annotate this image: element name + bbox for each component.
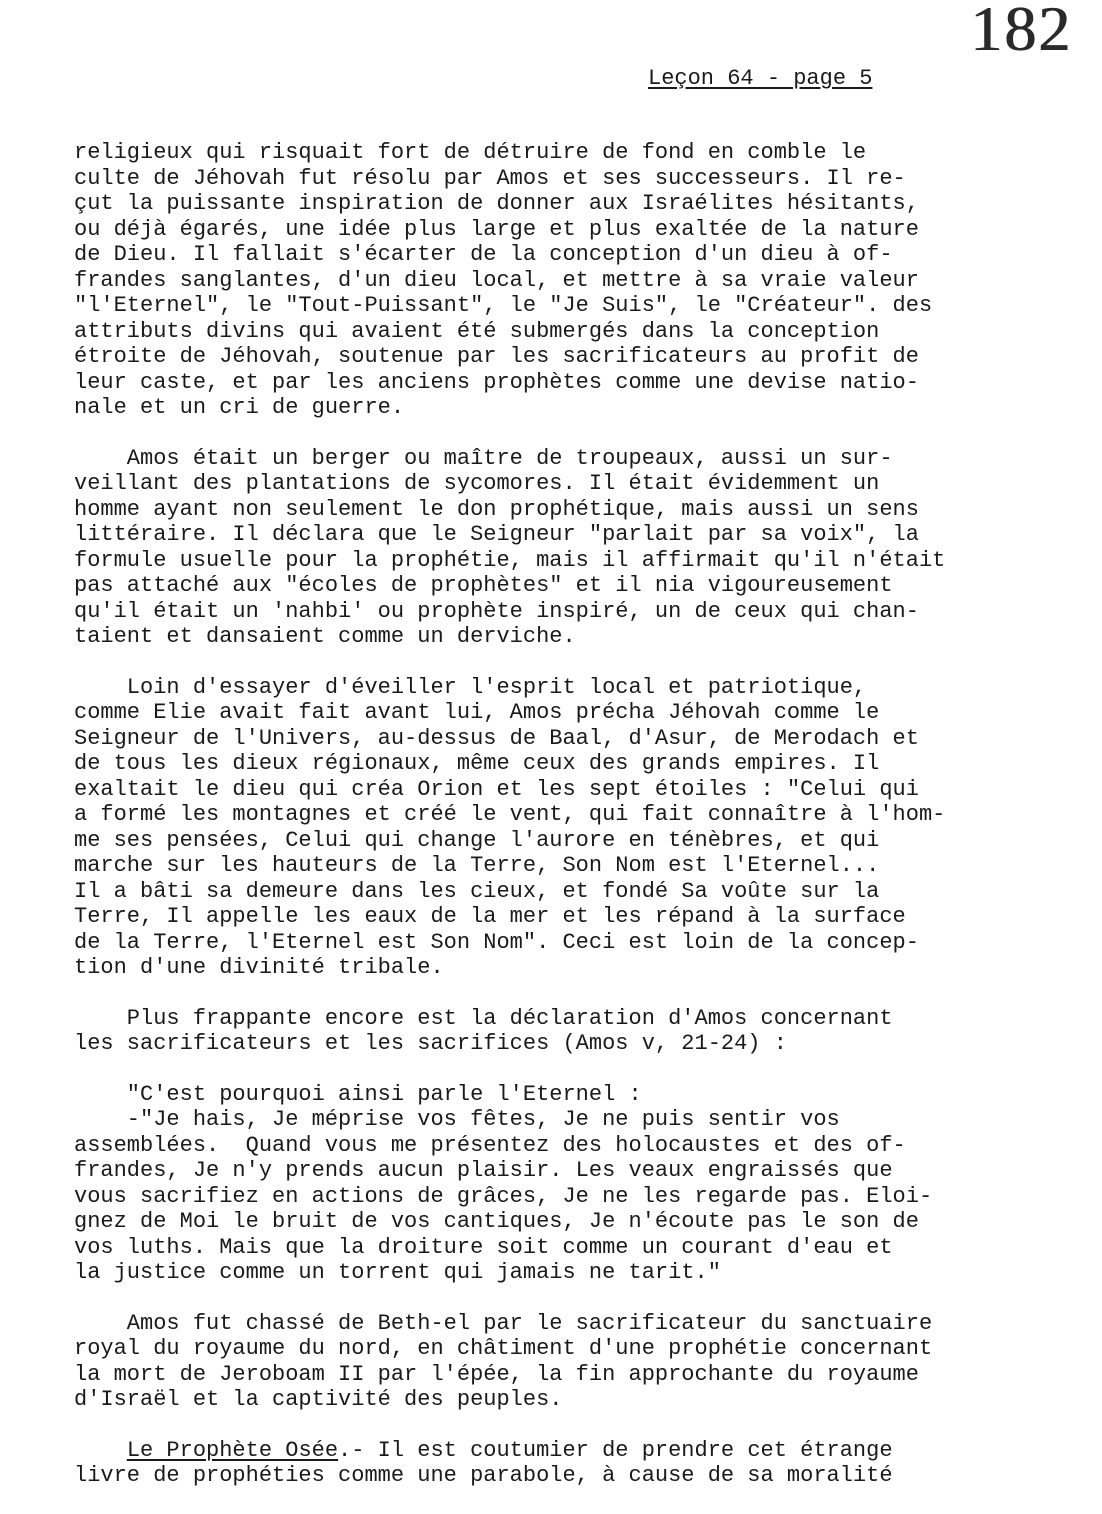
paragraph-2 bbox=[74, 446, 1054, 650]
text-line: Terre, Il appelle les eaux de la mer et les répand à la surface bbox=[74, 904, 906, 929]
text-line: attributs divins qui avaient été submergés dans la conception bbox=[74, 318, 880, 344]
quote-line: assemblées. Quand vous me présentez des holocaustes et des of- bbox=[74, 1132, 906, 1158]
text-line: d'Israël et la captivité des peuples. bbox=[74, 1387, 563, 1412]
text-line: de la Terre, l'Eternel est Son Nom". Ceci est loin de la concep- bbox=[74, 929, 919, 955]
paragraph-4 bbox=[74, 1006, 1054, 1057]
paragraph-osee bbox=[74, 1438, 1054, 1489]
quote-line: "C'est pourquoi ainsi parle l'Eternel : bbox=[74, 1081, 642, 1107]
text-line: tion d'une divinité tribale. bbox=[74, 955, 444, 980]
text-line: culte de Jéhovah fut résolu par Amos et ses successeurs. Il re- bbox=[74, 165, 906, 191]
text-line: exaltait le dieu qui créa Orion et les sept étoiles : "Celui qui bbox=[74, 776, 919, 802]
quote-line: gnez de Moi le bruit de vos cantiques, Je n'écoute pas le son de bbox=[74, 1209, 919, 1234]
text-line: "l'Eternel", le "Tout-Puissant", le "Je Suis", le "Créateur". des bbox=[74, 293, 933, 318]
text-line: a formé les montagnes et créé le vent, qui fait connaître à l'hom- bbox=[74, 802, 946, 827]
text-line: frandes sanglantes, d'un dieu local, et mettre à sa vraie valeur bbox=[74, 267, 919, 293]
quote-line: la justice comme un torrent qui jamais ne tarit." bbox=[74, 1260, 721, 1285]
quote-line: -"Je hais, Je méprise vos fêtes, Je ne puis sentir vos bbox=[74, 1107, 840, 1132]
text-line: royal du royaume du nord, en châtiment d'une prophétie concernant bbox=[74, 1336, 933, 1361]
section-heading: Le Prophète Osée bbox=[126, 1437, 339, 1463]
text-line: leur caste, et par les anciens prophètes comme une devise natio- bbox=[74, 369, 919, 395]
text-line: la mort de Jeroboam II par l'épée, la fin approchante du royaume bbox=[74, 1361, 919, 1387]
text-line: Amos fut chassé de Beth-el par le sacrificateur du sanctuaire bbox=[74, 1310, 933, 1336]
quote-line: vous sacrifiez en actions de grâces, Je ne les regarde pas. Eloi- bbox=[74, 1183, 933, 1209]
text-line: comme Elie avait fait avant lui, Amos précha Jéhovah comme le bbox=[74, 700, 880, 725]
text-line: de Dieu. Il fallait s'écarter de la conception d'un dieu à of- bbox=[74, 242, 893, 267]
text-line: homme ayant non seulement le don prophétique, mais aussi un sens bbox=[74, 496, 919, 522]
text-line: littéraire. Il déclara que le Seigneur "parlait par sa voix", la bbox=[74, 522, 919, 547]
text-line: marche sur les hauteurs de la Terre, Son Nom est l'Eternel... bbox=[74, 853, 880, 878]
text-line: de tous les dieux régionaux, même ceux des grands empires. Il bbox=[74, 751, 880, 776]
text-line: livre de prophéties comme une parabole, à cause de sa moralité bbox=[74, 1463, 893, 1488]
text-line: Loin d'essayer d'éveiller l'esprit local et patriotique, bbox=[74, 674, 867, 700]
paragraph-3 bbox=[74, 675, 1054, 981]
section-indent bbox=[74, 1438, 127, 1463]
paragraph-1 bbox=[74, 140, 1054, 421]
text-line: ou déjà égarés, une idée plus large et plus exaltée de la nature bbox=[74, 216, 919, 242]
text-line: étroite de Jéhovah, soutenue par les sacrificateurs au profit de bbox=[74, 344, 919, 369]
text-line: me ses pensées, Celui qui change l'aurore en ténèbres, et qui bbox=[74, 827, 880, 853]
text-line: Amos était un berger ou maître de troupeaux, aussi un sur- bbox=[74, 445, 893, 471]
quote-line: frandes, Je n'y prends aucun plaisir. Les veaux engraissés que bbox=[74, 1158, 893, 1183]
document-body bbox=[74, 140, 1054, 1514]
bible-quote bbox=[74, 1082, 1054, 1286]
text-line: Seigneur de l'Univers, au-dessus de Baal, d'Asur, de Merodach et bbox=[74, 725, 919, 751]
page-number: 182 bbox=[970, 0, 1072, 64]
section-heading-rest: .- Il est coutumier de prendre cet étrange bbox=[338, 1437, 893, 1463]
paragraph-5 bbox=[74, 1311, 1054, 1413]
text-line: pas attaché aux "écoles de prophètes" et il nia vigoureusement bbox=[74, 573, 893, 598]
text-line: Plus frappante encore est la déclaration d'Amos concernant bbox=[74, 1005, 893, 1031]
text-line: veillant des plantations de sycomores. Il était évidemment un bbox=[74, 471, 880, 496]
text-line: formule usuelle pour la prophétie, mais il affirmait qu'il n'était bbox=[74, 547, 946, 573]
quote-line: vos luths. Mais que la droiture soit comme un courant d'eau et bbox=[74, 1234, 893, 1260]
text-line: çut la puissante inspiration de donner aux Israélites hésitants, bbox=[74, 191, 919, 216]
lesson-header: Leçon 64 - page 5 bbox=[648, 66, 873, 91]
text-line: nale et un cri de guerre. bbox=[74, 395, 405, 420]
text-line: qu'il était un 'nahbi' ou prophète inspiré, un de ceux qui chan- bbox=[74, 598, 919, 624]
text-line: les sacrificateurs et les sacrifices (Amos v, 21-24) : bbox=[74, 1031, 787, 1056]
text-line bbox=[74, 1438, 1054, 1464]
text-line: Il a bâti sa demeure dans les cieux, et fondé Sa voûte sur la bbox=[74, 878, 880, 904]
text-line: taient et dansaient comme un derviche. bbox=[74, 624, 576, 649]
text-line: religieux qui risquait fort de détruire de fond en comble le bbox=[74, 140, 867, 165]
